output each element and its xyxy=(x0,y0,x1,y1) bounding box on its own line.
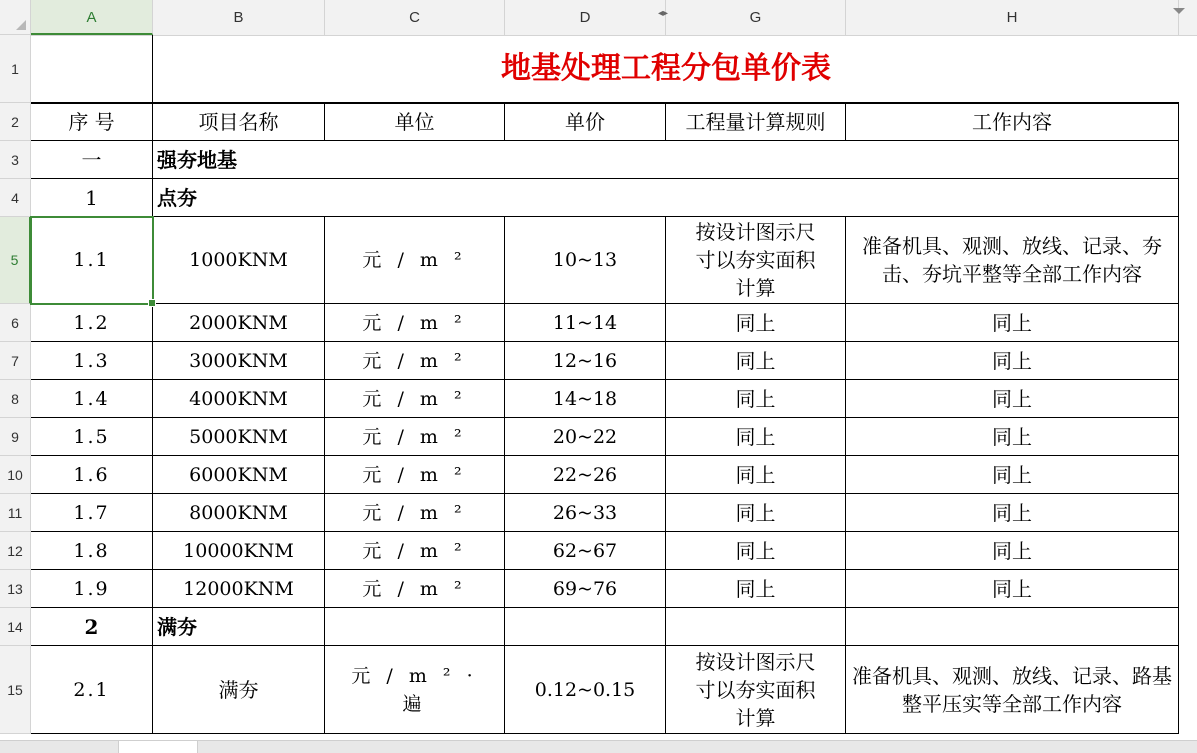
cell-unit[interactable]: 元 / m ² xyxy=(325,418,505,456)
cell-price[interactable]: 22~26 xyxy=(505,456,666,494)
cell-price[interactable]: 62~67 xyxy=(505,532,666,570)
row-header-11[interactable]: 11 xyxy=(0,494,31,532)
cell-content[interactable]: 同上 xyxy=(846,494,1179,532)
cell-seq[interactable]: 1.4 xyxy=(31,380,153,418)
cell-content[interactable]: 同上 xyxy=(846,380,1179,418)
subsection2-seq[interactable]: 2 xyxy=(31,608,153,646)
cell-seq[interactable]: 1.5 xyxy=(31,418,153,456)
cell-empty[interactable] xyxy=(846,608,1179,646)
dropdown-arrow-icon[interactable] xyxy=(1173,8,1185,14)
cell-unit[interactable]: 元 / m ² xyxy=(325,342,505,380)
cell-seq[interactable]: 1.1 xyxy=(31,217,153,304)
cell-rule[interactable]: 同上 xyxy=(666,532,846,570)
column-header-g[interactable]: G xyxy=(666,0,846,35)
cell-price[interactable]: 11~14 xyxy=(505,304,666,342)
cell-content[interactable]: 同上 xyxy=(846,532,1179,570)
row-header-7[interactable]: 7 xyxy=(0,342,31,380)
column-header-a[interactable]: A xyxy=(31,0,153,35)
sheet-tab-bar xyxy=(0,740,1197,753)
cell-rule[interactable]: 同上 xyxy=(666,342,846,380)
sheet-title[interactable]: 地基处理工程分包单价表 xyxy=(153,35,1179,103)
cell-empty[interactable] xyxy=(325,608,505,646)
cell-content[interactable]: 同上 xyxy=(846,570,1179,608)
header-unit[interactable]: 单位 xyxy=(325,103,505,141)
cell-unit[interactable]: 元 / m ² · 遍 xyxy=(325,646,505,734)
cell-content[interactable]: 准备机具、观测、放线、记录、路基整平压实等全部工作内容 xyxy=(846,646,1179,734)
cell-price[interactable]: 0.12~0.15 xyxy=(505,646,666,734)
cell-price[interactable]: 10~13 xyxy=(505,217,666,304)
cell-seq[interactable]: 2.1 xyxy=(31,646,153,734)
cell-rule[interactable]: 同上 xyxy=(666,304,846,342)
cell-a1[interactable] xyxy=(31,35,153,103)
row-header-8[interactable]: 8 xyxy=(0,380,31,418)
cell-rule[interactable]: 同上 xyxy=(666,380,846,418)
row-header-15[interactable]: 15 xyxy=(0,646,31,734)
column-header-c[interactable]: C xyxy=(325,0,505,35)
cell-unit[interactable]: 元 / m ² xyxy=(325,456,505,494)
cell-name[interactable]: 6000KNM xyxy=(153,456,325,494)
cell-empty[interactable] xyxy=(505,608,666,646)
select-all-corner[interactable] xyxy=(0,0,31,35)
row-header-5[interactable]: 5 xyxy=(0,217,31,304)
sheet-tab[interactable] xyxy=(118,741,198,753)
cell-rule[interactable]: 按设计图示尺寸以夯实面积计算 xyxy=(666,217,846,304)
cell-seq[interactable]: 1.6 xyxy=(31,456,153,494)
row-header-14[interactable]: 14 xyxy=(0,608,31,646)
cell-content[interactable]: 同上 xyxy=(846,342,1179,380)
cell-name[interactable]: 4000KNM xyxy=(153,380,325,418)
row-header-12[interactable]: 12 xyxy=(0,532,31,570)
subsection-name[interactable]: 点夯 xyxy=(153,179,1179,217)
cell-unit[interactable]: 元 / m ² xyxy=(325,494,505,532)
cell-price[interactable]: 26~33 xyxy=(505,494,666,532)
cell-name[interactable]: 10000KNM xyxy=(153,532,325,570)
row-header-13[interactable]: 13 xyxy=(0,570,31,608)
cell-rule[interactable]: 同上 xyxy=(666,570,846,608)
header-name[interactable]: 项目名称 xyxy=(153,103,325,141)
cell-unit[interactable]: 元 / m ² xyxy=(325,217,505,304)
cell-rule[interactable]: 同上 xyxy=(666,494,846,532)
cell-seq[interactable]: 1.9 xyxy=(31,570,153,608)
cell-unit[interactable]: 元 / m ² xyxy=(325,570,505,608)
cell-name[interactable]: 2000KNM xyxy=(153,304,325,342)
cell-unit[interactable]: 元 / m ² xyxy=(325,304,505,342)
cell-content[interactable]: 同上 xyxy=(846,456,1179,494)
row-header-3[interactable]: 3 xyxy=(0,141,31,179)
cell-price[interactable]: 12~16 xyxy=(505,342,666,380)
row-header-1[interactable]: 1 xyxy=(0,35,31,103)
cell-rule[interactable]: 同上 xyxy=(666,456,846,494)
cell-name[interactable]: 8000KNM xyxy=(153,494,325,532)
header-price[interactable]: 单价 xyxy=(505,103,666,141)
cell-name[interactable]: 3000KNM xyxy=(153,342,325,380)
cell-content[interactable]: 同上 xyxy=(846,418,1179,456)
cell-seq[interactable]: 1.8 xyxy=(31,532,153,570)
cell-seq[interactable]: 1.3 xyxy=(31,342,153,380)
section-name[interactable]: 强夯地基 xyxy=(153,141,1179,179)
row-header-10[interactable]: 10 xyxy=(0,456,31,494)
cell-unit[interactable]: 元 / m ² xyxy=(325,380,505,418)
subsection2-name[interactable]: 满夯 xyxy=(153,608,325,646)
cell-name[interactable]: 12000KNM xyxy=(153,570,325,608)
cell-empty[interactable] xyxy=(666,608,846,646)
cell-content[interactable]: 同上 xyxy=(846,304,1179,342)
cell-seq[interactable]: 1.2 xyxy=(31,304,153,342)
header-rule[interactable]: 工程量计算规则 xyxy=(666,103,846,141)
cell-name[interactable]: 1000KNM xyxy=(153,217,325,304)
column-header-h[interactable]: H xyxy=(846,0,1179,35)
cell-unit[interactable]: 元 / m ² xyxy=(325,532,505,570)
cell-seq[interactable]: 1.7 xyxy=(31,494,153,532)
cell-name[interactable]: 5000KNM xyxy=(153,418,325,456)
column-header-b[interactable]: B xyxy=(153,0,325,35)
select-all-triangle-icon xyxy=(16,20,26,30)
hidden-columns-expand-icon[interactable]: ◂▸ xyxy=(658,8,669,19)
cell-price[interactable]: 14~18 xyxy=(505,380,666,418)
row-header-9[interactable]: 9 xyxy=(0,418,31,456)
cell-rule[interactable]: 按设计图示尺寸以夯实面积计算 xyxy=(666,646,846,734)
cell-rule[interactable]: 同上 xyxy=(666,418,846,456)
header-seq[interactable]: 序 号 xyxy=(31,103,153,141)
row-header-2[interactable]: 2 xyxy=(0,103,31,141)
row-header-6[interactable]: 6 xyxy=(0,304,31,342)
cell-name[interactable]: 满夯 xyxy=(153,646,325,734)
cell-price[interactable]: 69~76 xyxy=(505,570,666,608)
row-header-4[interactable]: 4 xyxy=(0,179,31,217)
subsection-seq[interactable]: 1 xyxy=(31,179,153,217)
cell-content[interactable]: 准备机具、观测、放线、记录、夯击、夯坑平整等全部工作内容 xyxy=(846,217,1179,304)
section-seq[interactable]: 一 xyxy=(31,141,153,179)
cell-price[interactable]: 20~22 xyxy=(505,418,666,456)
header-content[interactable]: 工作内容 xyxy=(846,103,1179,141)
column-header-d[interactable]: D xyxy=(505,0,666,35)
